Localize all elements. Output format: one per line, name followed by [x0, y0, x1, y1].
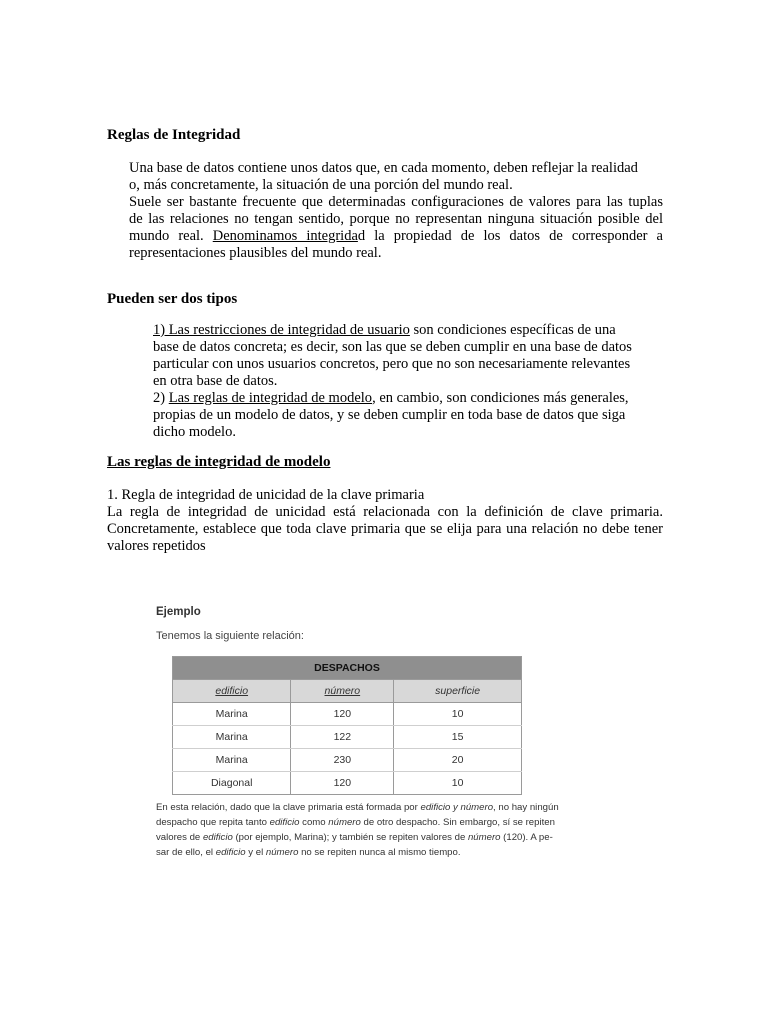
underlined-term: 1) Las restricciones de integridad de usuario: [153, 322, 410, 338]
type-1-line: en otra base de datos.: [153, 373, 278, 389]
text: despacho que repita tanto: [156, 817, 270, 828]
note-line: [156, 845, 534, 860]
text: (por ejemplo, Marina); y también se repiten valores de: [232, 832, 468, 843]
rule-1-line: La regla de integridad de unicidad está relacionada con la definición de clave primaria.: [107, 504, 663, 520]
intro-line-definition: [129, 228, 663, 245]
type-1-line: base de datos concreta; es decir, son las que se deben cumplir en una base de datos: [153, 339, 632, 355]
rule-1-line: Concretamente, establece que toda clave primaria que se elija para una relación no debe tener: [107, 521, 663, 537]
table-cell: 230: [291, 749, 394, 772]
table-row: [173, 772, 522, 795]
text: sar de ello, el: [156, 847, 216, 858]
table-cell: Marina: [173, 749, 291, 772]
table-cell: Diagonal: [173, 772, 291, 795]
table-cell: 15: [394, 726, 522, 749]
type-2-line: [153, 390, 653, 407]
heading-reglas-de-integridad: Reglas de Integridad: [107, 127, 241, 143]
emphasis: número: [467, 832, 501, 843]
text: no se repiten nunca al mismo tiempo.: [298, 847, 461, 858]
rule-1-title: 1. Regla de integridad de unicidad de la clave primaria: [107, 487, 425, 503]
type-2-line: propias de un modelo de datos, y se deben cumplir en toda base de datos que siga: [153, 407, 626, 423]
text: (120). A pe-: [500, 832, 553, 843]
intro-line: Suele ser bastante frecuente que determinadas configuraciones de valores para las tuplas: [129, 194, 663, 210]
emphasis: número: [265, 847, 299, 858]
text: y el: [245, 847, 266, 858]
intro-line: representaciones plausibles del mundo real.: [129, 245, 382, 261]
type-1-line: particular con unos usuarios concretos, pero que no son necesariamente relevantes: [153, 356, 631, 372]
table-cell: 20: [394, 749, 522, 772]
example-intro: Tenemos la siguiente relación:: [156, 630, 304, 642]
table-header-row: [173, 680, 522, 703]
note-line: [156, 815, 555, 830]
intro-line: o, más concretamente, la situación de una porción del mundo real.: [129, 177, 513, 193]
table-cell: Marina: [173, 726, 291, 749]
table-caption: DESPACHOS: [173, 657, 522, 680]
rule-1-paragraph: [107, 487, 663, 555]
type-2-line: dicho modelo.: [153, 424, 236, 440]
text: valores de: [156, 832, 203, 843]
column-header-numero: número: [291, 680, 394, 703]
despachos-table: [172, 656, 522, 795]
intro-paragraph: [129, 160, 663, 262]
note-line: [156, 800, 559, 815]
emphasis: número: [328, 817, 361, 828]
intro-line: Una base de datos contiene unos datos que, en cada momento, deben reflejar la realidad: [129, 160, 638, 176]
column-header-edificio: edificio: [173, 680, 291, 703]
type-1-line: [153, 322, 653, 339]
emphasis: edificio: [269, 817, 300, 828]
example-title: Ejemplo: [156, 606, 201, 618]
heading-reglas-modelo: Las reglas de integridad de modelo: [107, 454, 331, 470]
text: , en cambio, son condiciones más generales,: [372, 390, 629, 406]
example-image: [150, 592, 559, 860]
table-row: [173, 703, 522, 726]
table-row: [173, 726, 522, 749]
column-header-superficie: superficie: [394, 680, 522, 703]
emphasis: edificio: [215, 847, 246, 858]
table-cell: 120: [291, 772, 394, 795]
table-cell: 120: [291, 703, 394, 726]
table-cell: 122: [291, 726, 394, 749]
intro-line: de las relaciones no tengan sentido, porque no representan ninguna situación posible del: [129, 211, 663, 227]
table-cell: Marina: [173, 703, 291, 726]
table-row: [173, 749, 522, 772]
text: 2): [153, 390, 169, 406]
text: , no hay ningún: [493, 802, 559, 813]
text: mundo real.: [129, 228, 213, 244]
text: son condiciones específicas de una: [409, 322, 616, 338]
text: como: [299, 817, 329, 828]
types-list: [153, 322, 653, 441]
table-cell: 10: [394, 703, 522, 726]
note-line: [156, 830, 553, 845]
emphasis: edificio: [202, 832, 233, 843]
text: d la propiedad de los datos de corresponder a: [357, 228, 663, 244]
underlined-term: Las reglas de integridad de modelo: [168, 390, 373, 406]
underlined-term: Denominamos integrida: [212, 228, 358, 244]
text: En esta relación, dado que la clave primaria está formada por: [156, 802, 421, 813]
emphasis: edificio y número: [420, 802, 494, 813]
table-caption-row: [173, 657, 522, 680]
heading-tipos: Pueden ser dos tipos: [107, 291, 238, 307]
text: de otro despacho. Sin embargo, sí se repiten: [360, 817, 555, 828]
rule-1-line: valores repetidos: [107, 538, 206, 554]
table-cell: 10: [394, 772, 522, 795]
example-note: [156, 800, 559, 860]
